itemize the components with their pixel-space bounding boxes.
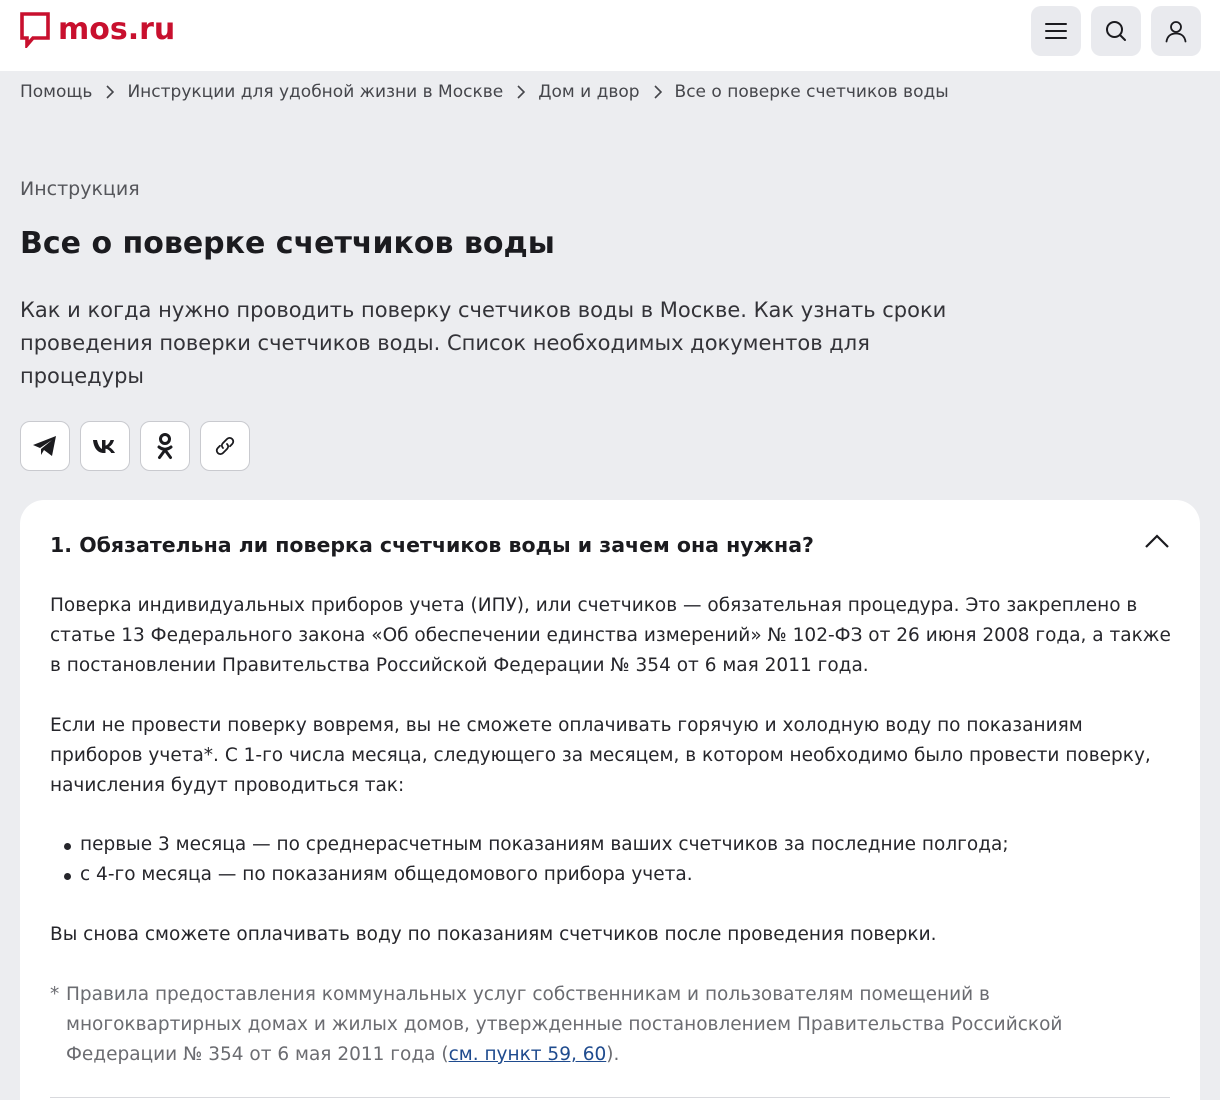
footnote-text: Правила предоставления коммунальных услуг собственникам и пользователям помещений в многоквартирных домах и жилых домов, утвержденные постановлением Правительства Российской Федерации № 354 от 6 мая 2011 года ( (66, 984, 1063, 1065)
breadcrumb-item-instructions[interactable]: Инструкции для удобной жизни в Москве (127, 82, 504, 102)
list-item: первые 3 месяца — по среднерасчетным показаниям ваших счетчиков за последние полгода; (50, 830, 1175, 860)
breadcrumb-item-current: Все о поверке счетчиков воды (674, 82, 949, 102)
logo-text: mos.ru (58, 12, 176, 47)
share-telegram-button[interactable] (20, 421, 70, 471)
divider (50, 1097, 1170, 1098)
paragraph-1: Поверка индивидуальных приборов учета (ИПУ), или счетчиков — обязательная процедура. Это закреплено в статье 13 Федерального закона «Об обеспечении единства измерений» № 102-ФЗ от 26 июня 2008 года, а также в постановлении Правительства Российской Федерации № 354 от 6 мая 2011 года. (50, 595, 1171, 676)
search-button[interactable] (1091, 6, 1141, 56)
paragraph-2: Если не провести поверку вовремя, вы не сможете оплачивать горячую и холодную воду по показаниям приборов учета*. С 1-го числа месяца, следующего за месяцем, в котором необходимо было провести поверку, начисления будут проводиться так: (50, 715, 1151, 796)
chevron-right-icon (654, 85, 662, 99)
logo-icon (20, 12, 50, 48)
faq-accordion-item (20, 500, 1200, 1100)
list-item: с 4-го месяца — по показаниям общедомового прибора учета. (50, 860, 1175, 890)
share-vk-button[interactable] (80, 421, 130, 471)
profile-button[interactable] (1151, 6, 1201, 56)
odnoklassniki-icon (156, 432, 174, 460)
chevron-up-icon[interactable] (1144, 533, 1170, 553)
vk-icon (92, 438, 118, 454)
chevron-right-icon (517, 85, 525, 99)
footnote-body (66, 980, 1160, 1070)
footnote-mark: * (50, 984, 60, 1005)
breadcrumb-item-help[interactable]: Помощь (20, 82, 93, 102)
page-title: Все о поверке счетчиков воды (20, 226, 555, 261)
share-buttons (20, 421, 250, 471)
footnote-link[interactable]: см. пункт 59, 60 (448, 1044, 607, 1065)
copy-link-button[interactable] (200, 421, 250, 471)
page-lead: Как и когда нужно проводить поверку счетчиков воды в Москве. Как узнать сроки проведения поверки счетчиков воды. Список необходимых документов для процедуры (20, 298, 947, 388)
telegram-icon (32, 435, 58, 457)
mos-ru-logo[interactable] (20, 12, 175, 48)
menu-icon (1045, 22, 1067, 40)
site-header (0, 0, 1220, 71)
search-icon (1104, 19, 1128, 43)
footnote-end: ). (606, 1044, 620, 1065)
breadcrumb-item-home[interactable]: Дом и двор (538, 82, 640, 102)
chevron-right-icon (106, 85, 114, 99)
content-type-label: Инструкция (20, 178, 140, 200)
paragraph-3: Вы снова сможете оплачивать воду по показаниям счетчиков после проведения поверки. (50, 924, 937, 945)
share-odnoklassniki-button[interactable] (140, 421, 190, 471)
link-icon (213, 434, 237, 458)
charges-list (50, 830, 1175, 890)
user-icon (1164, 19, 1188, 43)
footnote (50, 980, 1160, 1070)
accordion-question[interactable]: 1. Обязательна ли поверка счетчиков воды и зачем она нужна? (50, 533, 814, 557)
menu-button[interactable] (1031, 6, 1081, 56)
breadcrumb (20, 80, 949, 104)
